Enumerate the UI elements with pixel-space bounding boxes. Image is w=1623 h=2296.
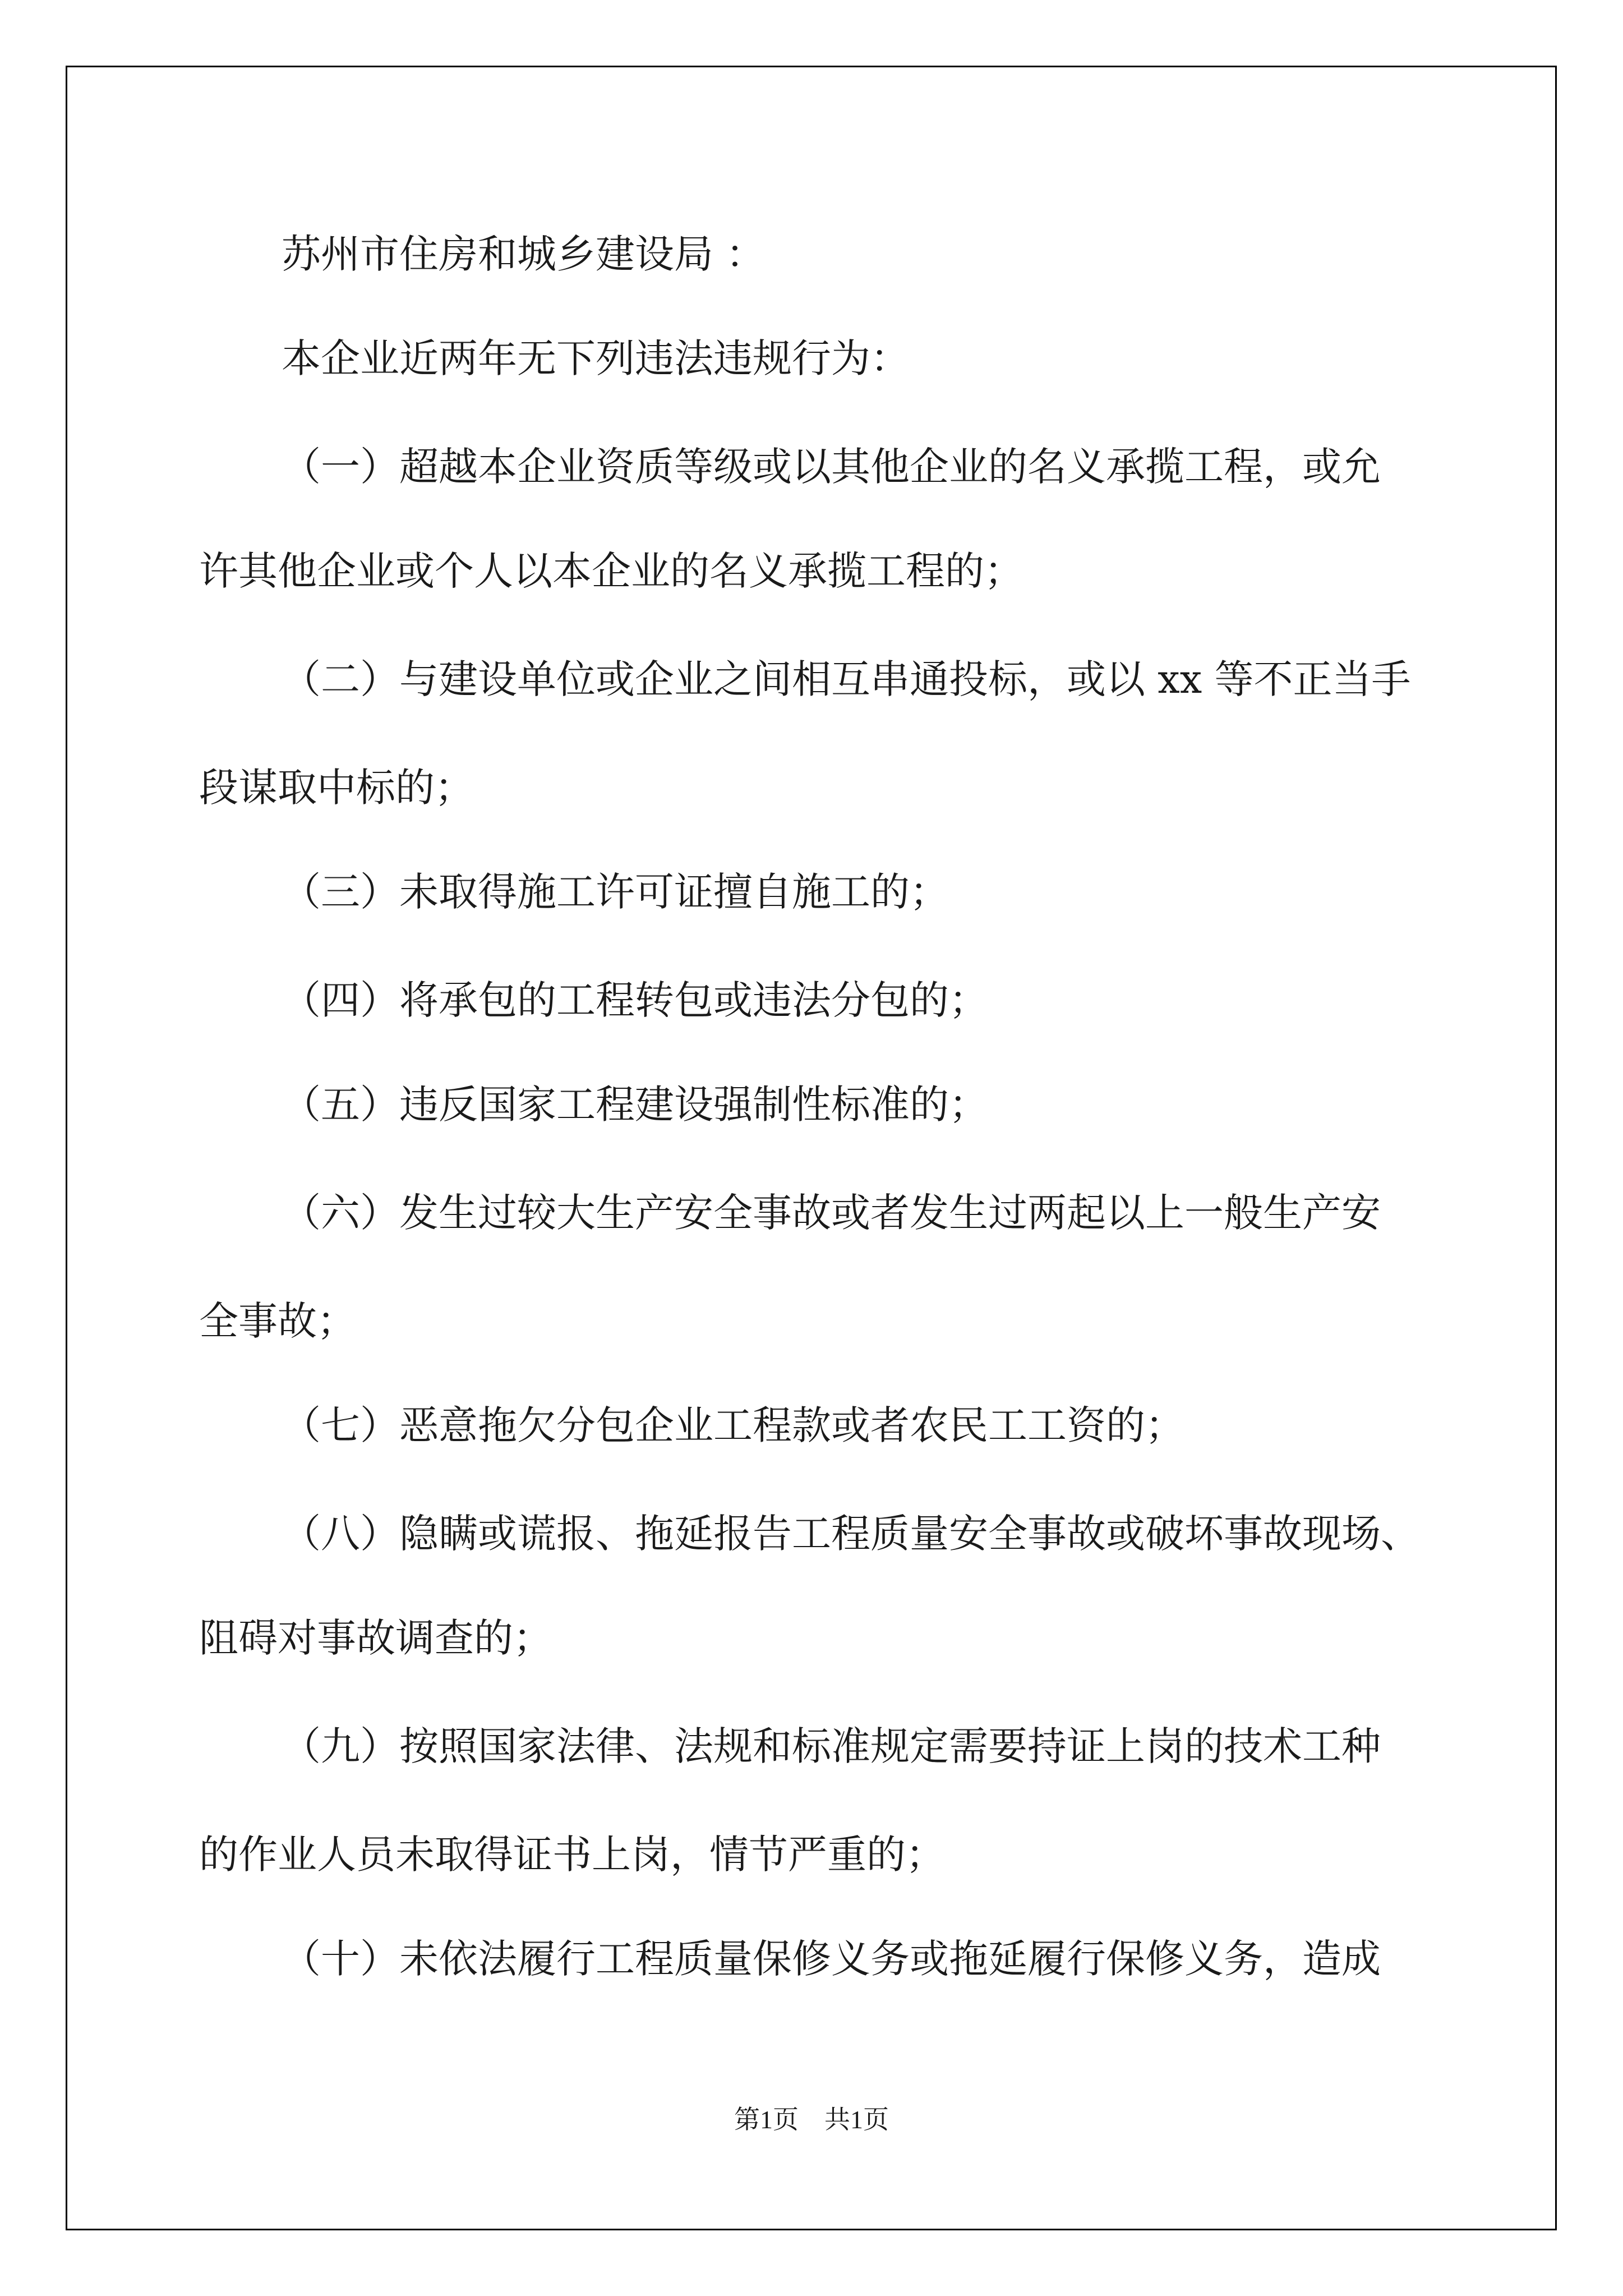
item-6-line-2: 全事故； [199,1298,356,1344]
item-1-line-1: （一）超越本企业资质等级或以其他企业的名义承揽工程，或允 [282,444,1381,490]
item-3: （三）未取得施工许可证擅自施工的； [282,869,949,915]
item-2-line-2: 段谋取中标的； [199,765,474,811]
item-8-line-2: 阻碍对事故调查的； [199,1615,552,1661]
item-5: （五）违反国家工程建设强制性标准的； [282,1082,988,1128]
item-9-line-2: 的作业人员未取得证书上岗，情节严重的； [199,1832,945,1878]
item-2-line-1: （二）与建设单位或企业之间相互串通投标，或以 xx 等不正当手 [282,656,1411,702]
page-border [66,66,1557,2230]
item-10-line-1: （十）未依法履行工程质量保修义务或拖延履行保修义务，造成 [282,1936,1381,1982]
item-9-line-1: （九）按照国家法律、法规和标准规定需要持证上岗的技术工种 [282,1723,1381,1769]
item-1-line-2: 许其他企业或个人以本企业的名义承揽工程的； [199,548,1023,594]
intro-paragraph: 本企业近两年无下列违法违规行为： [282,335,910,381]
item-8-line-1: （八）隐瞒或谎报、拖延报告工程质量安全事故或破坏事故现场、 [282,1511,1420,1557]
item-4: （四）将承包的工程转包或违法分包的； [282,977,988,1023]
item-7: （七）恶意拖欠分包企业工程款或者农民工工资的； [282,1402,1184,1448]
item-6-line-1: （六）发生过较大生产安全事故或者发生过两起以上一般生产安 [282,1190,1381,1236]
page-footer: 第1页 共1页 [734,2105,889,2134]
salutation: 苏州市住房和城乡建设局 ： [282,231,766,277]
